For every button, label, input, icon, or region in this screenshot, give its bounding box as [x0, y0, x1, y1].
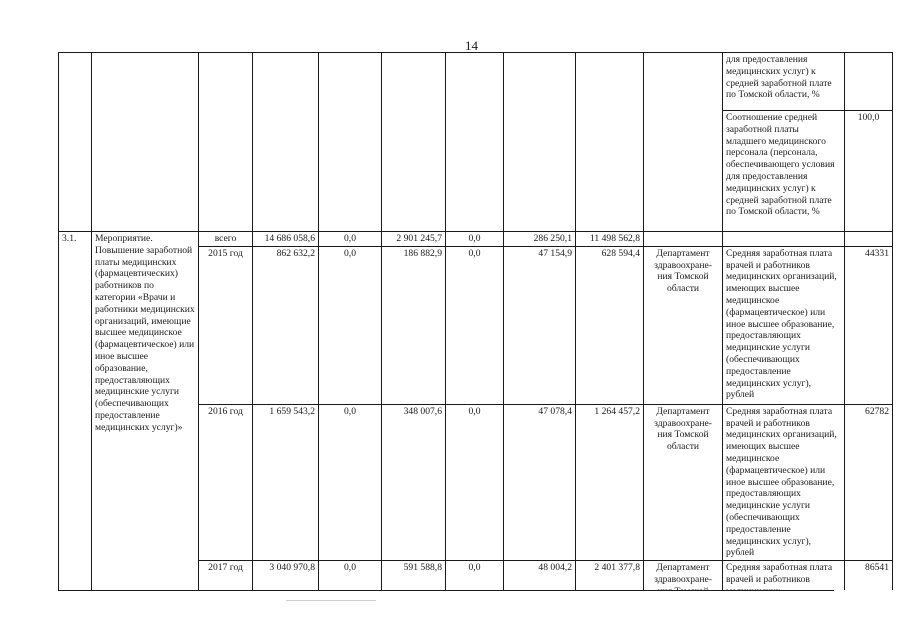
target-value-cell: 44331 [845, 246, 893, 404]
measure-name-cell: Мероприятие. Повышение заработной платы медицинских (фармацевтических) работников по категории «Врачи и работники медицинских организаций, имеющие высшее медицинское (фармацевтическое) или иное высшее образование, предоставляющих медицинские услуги (обеспечивающих предоставление медицинских услуг)» [92, 232, 199, 621]
indicator-cell: Средняя заработная плата врачей и работников медицинских организаций, имеющих высшее медицинское (фармацевтическое) или иное высшее образование, предоставляющих медицинские услуги (обеспечивающих предоставление медицинских услуг), рублей [723, 404, 845, 560]
row-number-cell: 3.1. [59, 232, 92, 621]
target-value-cell: 62782 [845, 404, 893, 560]
target-value-cell: 86541 [845, 561, 893, 621]
amount-cell: 1 264 457,2 [576, 404, 644, 560]
amount-cell: 0,0 [446, 561, 504, 621]
table-row-total [59, 232, 893, 247]
period-cell: 2016 год [199, 404, 253, 560]
page-bottom-margin [0, 590, 905, 640]
amount-cell: 48 004,2 [504, 561, 576, 621]
amount-cell: 2 901 245,7 [382, 232, 446, 247]
amount-cell: 628 594,4 [576, 246, 644, 404]
amount-cell: 3 040 970,8 [253, 561, 319, 621]
amount-cell: 186 882,9 [382, 246, 446, 404]
amount-cell: 14 686 058,6 [253, 232, 319, 247]
indicator-cell: Средняя заработная плата врачей и работников медицинских организаций, имеющих высшее медицинское (фармацевтическое) или иное высшее образование, предоставляющих медицинские услуги (обеспечивающих предоставление медицинских услуг), рублей [723, 246, 845, 404]
indicator-cell: для предоставления медицинских услуг) к средней заработной плате по Томской области, % [723, 53, 845, 111]
executor-cell: Департамент здравоохране-ния Томской области [644, 246, 723, 404]
page-number: 14 [465, 38, 478, 53]
amount-cell: 1 659 543,2 [253, 404, 319, 560]
amount-cell: 11 498 562,8 [576, 232, 644, 247]
amount-cell: 591 588,8 [382, 561, 446, 621]
period-cell: всего [199, 232, 253, 247]
amount-cell: 0,0 [446, 404, 504, 560]
amount-cell: 348 007,6 [382, 404, 446, 560]
amount-cell: 47 154,9 [504, 246, 576, 404]
amount-cell: 0,0 [319, 404, 382, 560]
amount-cell: 862 632,2 [253, 246, 319, 404]
amount-cell: 0,0 [446, 246, 504, 404]
amount-cell: 0,0 [446, 232, 504, 247]
table-bottom-border [58, 590, 834, 591]
amount-cell: 286 250,1 [504, 232, 576, 247]
indicator-cell: Средняя заработная плата врачей и работников [723, 561, 845, 621]
amount-cell: 2 401 377,8 [576, 561, 644, 621]
amount-cell: 0,0 [319, 246, 382, 404]
program-table [58, 52, 893, 621]
amount-cell: 47 078,4 [504, 404, 576, 560]
executor-cell: Департамент здравоохране- [644, 561, 723, 621]
table-row-top-a [59, 53, 893, 111]
scan-artifact [286, 600, 376, 601]
amount-cell: 0,0 [319, 232, 382, 247]
period-cell: 2015 год [199, 246, 253, 404]
target-value-cell: 100,0 [845, 111, 893, 232]
period-cell: 2017 год [199, 561, 253, 621]
amount-cell: 0,0 [319, 561, 382, 621]
indicator-cell: Соотношение средней заработной платы младшего медицинского персонала (персонала, обеспечивающего условия для предоставления медицинских услуг) к средней заработной плате по Томской области, % [723, 111, 845, 232]
executor-cell: Департамент здравоохране-ния Томской области [644, 404, 723, 560]
